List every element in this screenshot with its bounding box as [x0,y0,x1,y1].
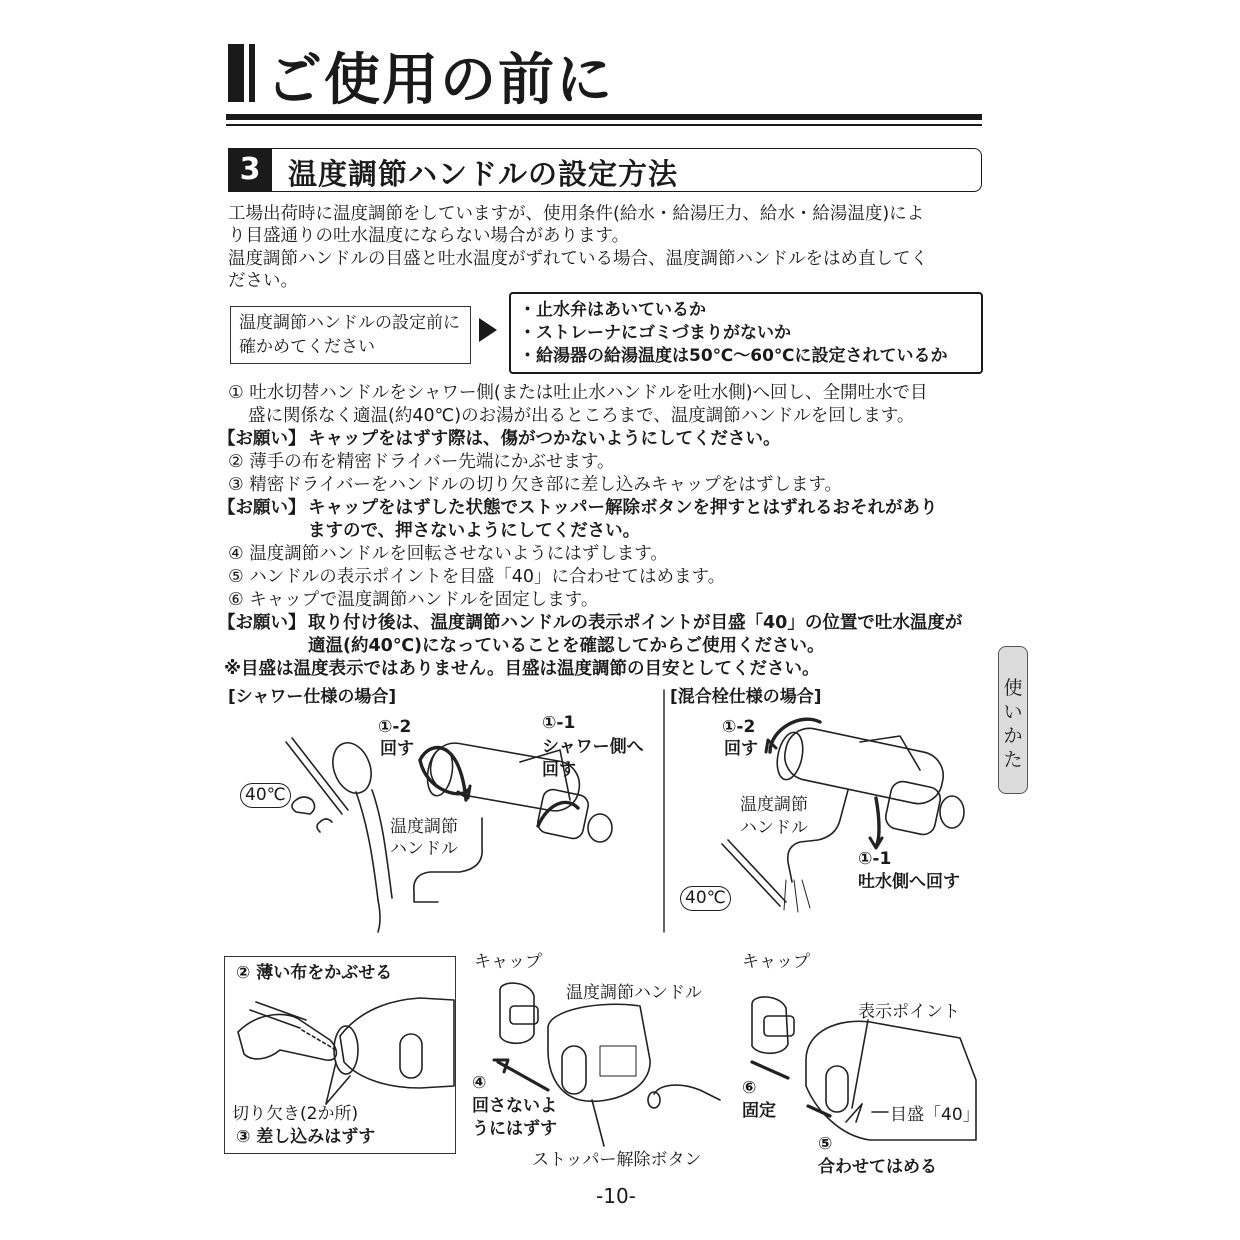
intro-line-4: ださい。 [228,271,298,291]
remark: ※目盛は温度表示ではありません。目盛は温度調節の目安としてください。 [224,659,820,679]
scale-40-label: 目盛「40」 [890,1105,980,1125]
insert-label: ③ 差し込みはずす [236,1127,376,1147]
step-1-line-1: ① 吐水切替ハンドルをシャワー側(または吐止水ハンドルを吐水側)へ回し、全開吐水で目 [228,383,928,403]
step-1-line-2: 盛に関係なく適温(約40℃)のお湯が出るところまで、温度調節ハンドルを回します。 [248,406,915,426]
shower-temp-badge: 40℃ [240,783,291,808]
shower-side-label-1: シャワー側へ [542,737,644,757]
mixer-temp-badge: 40℃ [680,886,731,911]
shower-turn-number: ①-2 [378,717,412,737]
note-2-tag: 【お願い】 [218,498,306,518]
mixer-turn-label: 回す [724,739,758,759]
mixer-spout-number: ①-1 [858,849,892,869]
shower-handle-label-2: ハンドル [390,839,458,859]
handle-label: 温度調節ハンドル [566,983,702,1003]
note-2-line-1: キャップをはずした状態でストッパー解除ボタンを押すとはずれるおそれがあり [308,498,938,518]
thermometer-icon [286,738,348,814]
stopper-button-label: ストッパー解除ボタン [532,1150,702,1170]
cap-label-2: キャップ [742,952,810,972]
cap-label-1: キャップ [474,952,542,972]
step-3: ③ 精密ドライバーをハンドルの切り欠き部に差し込みキャップをはずします。 [228,475,842,495]
shower-handle-label-1: 温度調節 [390,817,458,837]
indicator-point-label: 表示ポイント [858,1002,960,1022]
step-6-marker: ⑥ [742,1078,757,1098]
step-4: ④ 温度調節ハンドルを回転させないようにはずします。 [228,544,668,564]
note-3-line-1: 取り付け後は、温度調節ハンドルの表示ポイントが目盛「40」の位置で吐水温度が [308,613,963,633]
cap-icon [500,983,534,1043]
step-6-label: 固定 [742,1101,776,1121]
intro-line-2: り目盛通りの吐水温度にならない場合があります。 [228,226,630,246]
step-5-label: 合わせてはめる [818,1157,937,1177]
precheck-item: ・給湯器の給湯温度は50℃～60℃に設定されているか [519,346,948,366]
mixer-spout-label: 吐水側へ回す [858,872,960,892]
shower-hose-icon [356,790,392,900]
mixer-handle-label-2: ハンドル [740,818,808,838]
note-2-line-2: ますので、押さないようにしてください。 [308,521,641,541]
shower-turn-label: 回す [380,739,414,759]
mixer-spout-handle-icon [884,779,943,836]
note-3-line-2: 適温(約40℃)になっていることを確認してからご使用ください。 [308,636,825,656]
faucet-part-icon [654,1085,720,1100]
intro-line-3: 温度調節ハンドルの目盛と吐水温度がずれている場合、温度調節ハンドルをはめ直してく [228,249,928,269]
precheck-item: ・止水弁はあいているか [519,300,706,320]
step-5: ⑤ ハンドルの表示ポイントを目盛「40」に合わせてはめます。 [228,567,726,587]
mixer-turn-number: ①-2 [722,717,756,737]
cap-2-icon [752,997,788,1053]
page-title: ご使用の前に [266,48,614,113]
shower-side-number: ①-1 [542,713,576,733]
note-1-text: キャップをはずす際は、傷がつかないようにしてください。 [308,429,781,449]
mixer-handle-label-1: 温度調節 [740,795,808,815]
step-4-label-2: うにはずす [472,1119,557,1139]
shower-side-label-2: 回す [542,760,576,780]
step-4-label-1: 回さないよ [472,1096,557,1116]
shower-head-icon [326,737,378,798]
section-number: 3 [228,148,272,192]
step-6: ⑥ キャップで温度調節ハンドルを固定します。 [228,590,599,610]
section-title: 温度調節ハンドルの設定方法 [288,157,679,191]
precheck-label-box: 温度調節ハンドルの設定前に確かめてください [230,306,471,364]
mixer-thermometer-icon [722,840,786,906]
step-5-marker: ⑤ [818,1134,833,1154]
page-number: -10- [596,1184,636,1208]
figure-shower-heading: [シャワー仕様の場合] [228,687,397,707]
step-2: ② 薄手の布を精密ドライバー先端にかぶせます。 [228,452,615,472]
notch-label: 切り欠き(2か所) [232,1104,359,1124]
side-index-tab-label: 使いかた [1003,677,1023,771]
inset-title: ② 薄い布をかぶせる [236,963,393,983]
figure-mixer-heading: [混合栓仕様の場合] [670,687,822,707]
precheck-item: ・ストレーナにゴミづまりがないか [519,323,791,343]
note-3-tag: 【お願い】 [218,613,306,633]
step-4-marker: ④ [472,1073,487,1093]
note-1-tag: 【お願い】 [218,429,306,449]
intro-line-1: 工場出荷時に温度調節をしていますが、使用条件(給水・給湯圧力、給水・給湯温度)によ [228,204,925,224]
